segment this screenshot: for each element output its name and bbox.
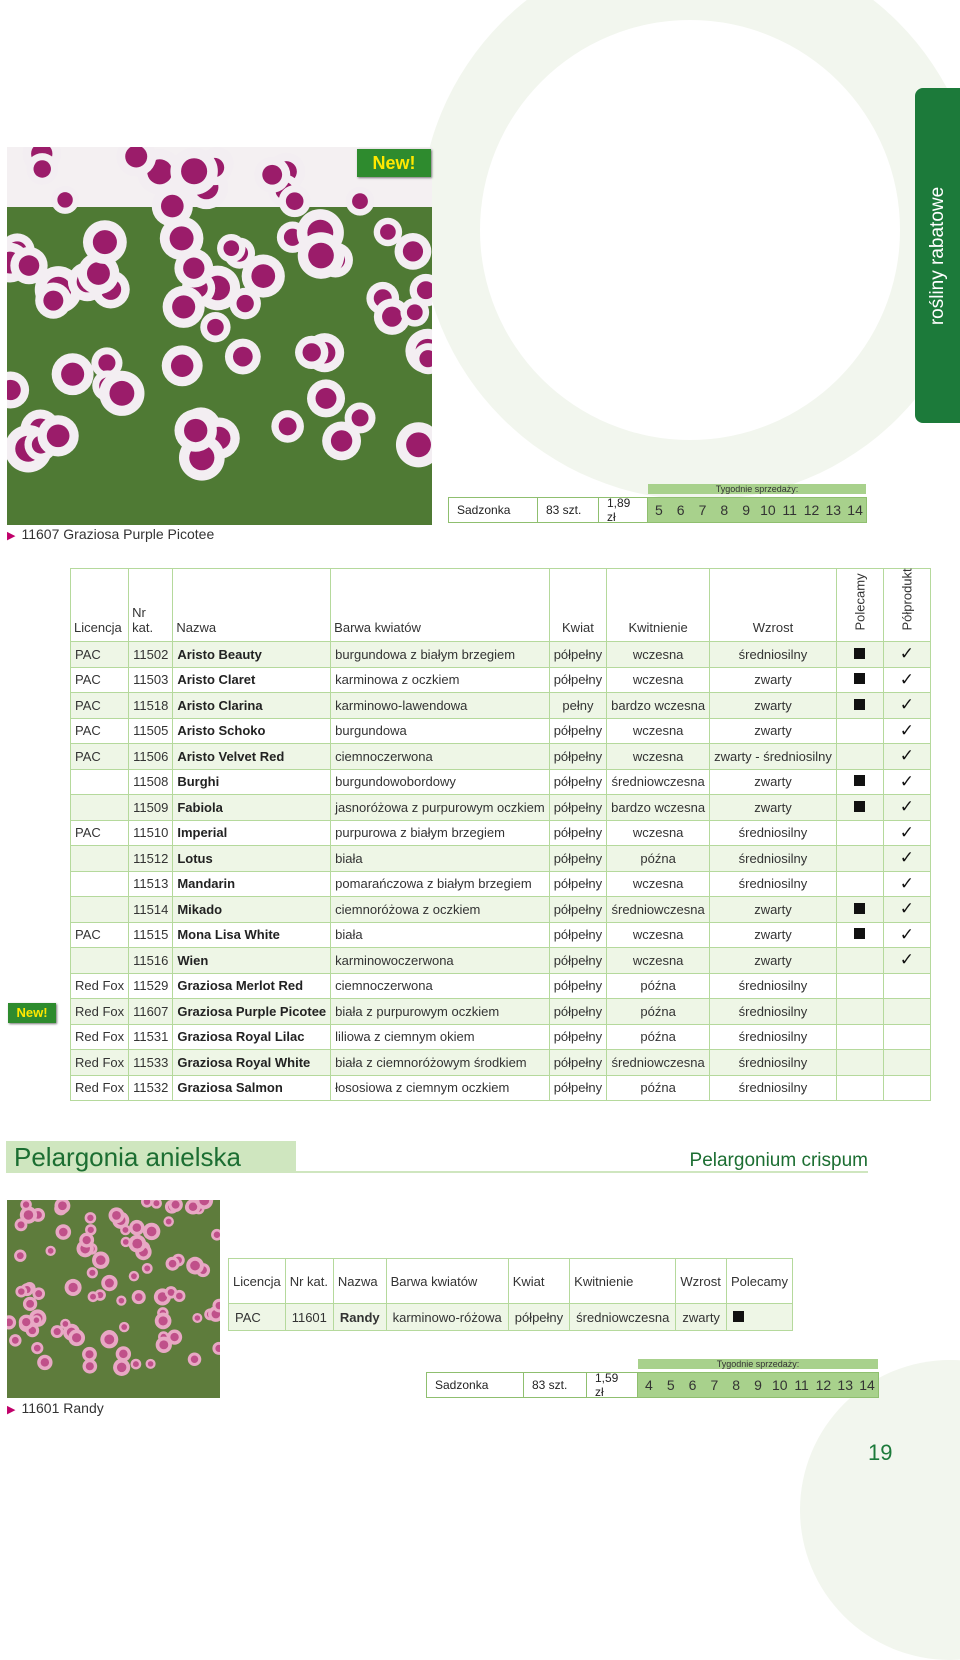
cell-licencja bbox=[71, 948, 129, 974]
photo-caption-randy bbox=[7, 1400, 104, 1416]
cell-nr: 11607 bbox=[129, 999, 173, 1025]
sale-week: 5 bbox=[666, 1377, 675, 1393]
background-arc bbox=[480, 20, 900, 440]
sale-week: 8 bbox=[720, 502, 729, 518]
cell-kwitnienie: wczesna bbox=[607, 667, 710, 693]
sale-week: 5 bbox=[655, 502, 663, 518]
cell-kwiat: półpełny bbox=[549, 718, 606, 744]
sale-week: 13 bbox=[825, 502, 842, 518]
cell-licencja: PAC bbox=[71, 744, 129, 770]
caption-name: Randy bbox=[63, 1400, 104, 1416]
cell-barwa: biała bbox=[331, 922, 550, 948]
sale-week: 10 bbox=[771, 1377, 788, 1393]
cell-wzrost: średniosilny bbox=[710, 642, 837, 668]
cell-nazwa: Graziosa Royal White bbox=[173, 1050, 331, 1076]
checkmark-icon: ✓ bbox=[899, 720, 914, 740]
page-number: 19 bbox=[868, 1440, 893, 1465]
sale-week: 8 bbox=[732, 1377, 741, 1393]
cell-polprodukt bbox=[883, 820, 930, 846]
cell-barwa: ciemnoczerwona bbox=[331, 973, 550, 999]
table-row bbox=[71, 999, 931, 1025]
table-row bbox=[71, 1024, 931, 1050]
caption-code: 11601 bbox=[21, 1400, 60, 1416]
cell-barwa: burgundowa bbox=[331, 718, 550, 744]
cell-nazwa: Graziosa Salmon bbox=[173, 1075, 331, 1101]
sale-weeks bbox=[647, 484, 867, 523]
new-badge-row: New! bbox=[8, 1003, 56, 1023]
cell-licencja: PAC bbox=[71, 693, 129, 719]
cell-wzrost: zwarty - średniosilny bbox=[710, 744, 837, 770]
checkmark-icon: ✓ bbox=[899, 669, 914, 689]
header-kwitnienie: Kwitnienie bbox=[607, 569, 710, 642]
cell-polecamy bbox=[836, 897, 883, 923]
cell-kwitnienie: średniowczesna bbox=[607, 1050, 710, 1076]
cell-polecamy bbox=[726, 1304, 792, 1331]
cell-kwiat: półpełny bbox=[549, 820, 606, 846]
cell-licencja: PAC bbox=[71, 642, 129, 668]
cell-nr: 11533 bbox=[129, 1050, 173, 1076]
cell-polprodukt bbox=[883, 1075, 930, 1101]
cell-licencja: Red Fox bbox=[71, 973, 129, 999]
cell-nazwa: Aristo Velvet Red bbox=[173, 744, 331, 770]
cell-nr: 11518 bbox=[129, 693, 173, 719]
table-row bbox=[71, 820, 931, 846]
header-polprodukt bbox=[883, 569, 930, 642]
sale-week: 6 bbox=[676, 502, 685, 518]
cell-polprodukt bbox=[883, 948, 930, 974]
cell-nr: 11510 bbox=[129, 820, 173, 846]
sale-type: Sadzonka bbox=[448, 497, 537, 523]
sale-week: 4 bbox=[645, 1377, 653, 1393]
section-side-tab bbox=[915, 88, 960, 423]
table-row bbox=[71, 948, 931, 974]
sale-week: 9 bbox=[754, 1377, 762, 1393]
recommended-square-icon bbox=[854, 801, 865, 812]
cell-polprodukt bbox=[883, 744, 930, 770]
cell-nazwa: Mikado bbox=[173, 897, 331, 923]
cell-polprodukt bbox=[883, 897, 930, 923]
header-cell: Polecamy bbox=[726, 1259, 792, 1304]
recommended-square-icon bbox=[733, 1311, 744, 1322]
cell-nazwa: Mona Lisa White bbox=[173, 922, 331, 948]
cell-kwiat: półpełny bbox=[549, 948, 606, 974]
cell-nr: 11513 bbox=[129, 871, 173, 897]
cell-kwiat: półpełny bbox=[549, 897, 606, 923]
cell-name: Randy bbox=[333, 1304, 386, 1331]
cell-nazwa: Aristo Beauty bbox=[173, 642, 331, 668]
cell-licencja: Red Fox bbox=[71, 1075, 129, 1101]
cell-kwiat: półpełny bbox=[549, 922, 606, 948]
cell-nr: 11601 bbox=[285, 1304, 333, 1331]
cell-wzrost: średniosilny bbox=[710, 973, 837, 999]
cell-licencja bbox=[71, 871, 129, 897]
header-barwa: Barwa kwiatów bbox=[331, 569, 550, 642]
cell-polecamy bbox=[836, 1050, 883, 1076]
cell-barwa: burgundowobordowy bbox=[331, 769, 550, 795]
cell-color: karminowo-różowa bbox=[386, 1304, 508, 1331]
section-latin-name: Pelargonium crispum bbox=[689, 1150, 868, 1171]
sale-week: 7 bbox=[698, 502, 707, 518]
table-row bbox=[71, 667, 931, 693]
sale-info-bar-randy bbox=[426, 1359, 879, 1399]
cell-nr: 11503 bbox=[129, 667, 173, 693]
sale-week: 14 bbox=[859, 1377, 875, 1393]
section-side-tab-label: rośliny rabatowe bbox=[926, 186, 948, 325]
checkmark-icon: ✓ bbox=[899, 797, 914, 817]
cell-licencja bbox=[71, 846, 129, 872]
cell-licencja bbox=[71, 795, 129, 821]
sale-week: 9 bbox=[742, 502, 750, 518]
randy-table bbox=[228, 1258, 793, 1331]
sale-week: 7 bbox=[710, 1377, 719, 1393]
cell-licencja: PAC bbox=[71, 667, 129, 693]
checkmark-icon: ✓ bbox=[899, 771, 914, 791]
photo-caption bbox=[7, 526, 214, 542]
cell-polprodukt bbox=[883, 642, 930, 668]
cell-polecamy bbox=[836, 667, 883, 693]
cell-polprodukt bbox=[883, 718, 930, 744]
table-row bbox=[71, 642, 931, 668]
cell-polecamy bbox=[836, 999, 883, 1025]
header-nazwa: Nazwa bbox=[173, 569, 331, 642]
cell-kwiat: półpełny bbox=[549, 1050, 606, 1076]
table-row bbox=[71, 1050, 931, 1076]
cell-nr: 11512 bbox=[129, 846, 173, 872]
cell-kwitnienie: wczesna bbox=[607, 718, 710, 744]
cell-polprodukt bbox=[883, 769, 930, 795]
cell-barwa: burgundowa z białym brzegiem bbox=[331, 642, 550, 668]
cell-wzrost: średniosilny bbox=[710, 1050, 837, 1076]
cell-nr: 11505 bbox=[129, 718, 173, 744]
sale-week: 11 bbox=[794, 1377, 809, 1393]
table-row bbox=[71, 973, 931, 999]
cell-polprodukt bbox=[883, 1050, 930, 1076]
sale-weeks-label: Tygodnie sprzedaży: bbox=[638, 1359, 878, 1369]
sale-type: Sadzonka bbox=[426, 1372, 523, 1398]
table-row bbox=[71, 744, 931, 770]
cell-wzrost: zwarty bbox=[710, 718, 837, 744]
cell-polecamy bbox=[836, 922, 883, 948]
header-cell: Kwiat bbox=[508, 1259, 569, 1304]
cell-barwa: biała z ciemnoróżowym środkiem bbox=[331, 1050, 550, 1076]
cell-polecamy bbox=[836, 1024, 883, 1050]
cell-kwitnienie: wczesna bbox=[607, 820, 710, 846]
cell-kwiat: półpełny bbox=[508, 1304, 569, 1331]
cell-kwitnienie: wczesna bbox=[607, 642, 710, 668]
cell-barwa: ciemnoróżowa z oczkiem bbox=[331, 897, 550, 923]
cell-kwitnienie: wczesna bbox=[607, 948, 710, 974]
cell-polecamy bbox=[836, 973, 883, 999]
cell-nr: 11531 bbox=[129, 1024, 173, 1050]
cell-polprodukt bbox=[883, 693, 930, 719]
recommended-square-icon bbox=[854, 699, 865, 710]
cell-licencja bbox=[71, 769, 129, 795]
cell-polecamy bbox=[836, 795, 883, 821]
checkmark-icon: ✓ bbox=[899, 924, 914, 944]
cell-wzrost: średniosilny bbox=[710, 999, 837, 1025]
header-polecamy bbox=[836, 569, 883, 642]
cell-kwitnienie: późna bbox=[607, 846, 710, 872]
variety-table bbox=[70, 568, 931, 1101]
cell-nazwa: Graziosa Merlot Red bbox=[173, 973, 331, 999]
cell-polprodukt bbox=[883, 871, 930, 897]
cell-kwitnienie: średniowczesna bbox=[607, 769, 710, 795]
cell-polprodukt bbox=[883, 973, 930, 999]
cell-polecamy bbox=[836, 642, 883, 668]
header-cell: Wzrost bbox=[676, 1259, 727, 1304]
cell-polprodukt bbox=[883, 795, 930, 821]
header-nr: Nr kat. bbox=[129, 569, 173, 642]
recommended-square-icon bbox=[854, 775, 865, 786]
table-row bbox=[71, 795, 931, 821]
sale-quantity: 83 szt. bbox=[523, 1372, 586, 1398]
cell-nazwa: Burghi bbox=[173, 769, 331, 795]
cell-nazwa: Imperial bbox=[173, 820, 331, 846]
cell-barwa: łososiowa z ciemnym oczkiem bbox=[331, 1075, 550, 1101]
cell-lic: PAC bbox=[229, 1304, 286, 1331]
product-photo-randy bbox=[7, 1200, 220, 1398]
cell-kwitnienie: średniowczesna bbox=[607, 897, 710, 923]
cell-nr: 11516 bbox=[129, 948, 173, 974]
cell-wzrost: zwarty bbox=[710, 667, 837, 693]
checkmark-icon: ✓ bbox=[899, 899, 914, 919]
cell-nr: 11506 bbox=[129, 744, 173, 770]
table-row bbox=[71, 693, 931, 719]
sale-quantity: 83 szt. bbox=[537, 497, 598, 523]
table-row bbox=[71, 718, 931, 744]
cell-barwa: jasnoróżowa z purpurowym oczkiem bbox=[331, 795, 550, 821]
cell-polecamy bbox=[836, 1075, 883, 1101]
cell-licencja: Red Fox bbox=[71, 999, 129, 1025]
cell-nr: 11532 bbox=[129, 1075, 173, 1101]
cell-polecamy bbox=[836, 693, 883, 719]
header-cell: Kwitnienie bbox=[570, 1259, 676, 1304]
cell-kw: średniowczesna bbox=[570, 1304, 676, 1331]
cell-wzrost: zwarty bbox=[710, 795, 837, 821]
checkmark-icon: ✓ bbox=[899, 873, 914, 893]
cell-polprodukt bbox=[883, 667, 930, 693]
cell-kwiat: półpełny bbox=[549, 846, 606, 872]
cell-barwa: purpurowa z białym brzegiem bbox=[331, 820, 550, 846]
recommended-square-icon bbox=[854, 903, 865, 914]
table-row bbox=[71, 871, 931, 897]
cell-kwitnienie: wczesna bbox=[607, 922, 710, 948]
section-title: Pelargonia anielska bbox=[6, 1141, 296, 1173]
cell-kwitnienie: bardzo wczesna bbox=[607, 795, 710, 821]
checkmark-icon: ✓ bbox=[899, 950, 914, 970]
sale-week: 14 bbox=[847, 502, 863, 518]
cell-polecamy bbox=[836, 871, 883, 897]
header-polecamy-label: Polecamy bbox=[852, 573, 868, 631]
cell-barwa: liliowa z ciemnym okiem bbox=[331, 1024, 550, 1050]
recommended-square-icon bbox=[854, 673, 865, 684]
sale-weeks-label: Tygodnie sprzedaży: bbox=[648, 484, 866, 494]
cell-kwitnienie: późna bbox=[607, 1075, 710, 1101]
header-cell: Licencja bbox=[229, 1259, 286, 1304]
cell-barwa: pomarańczowa z białym brzegiem bbox=[331, 871, 550, 897]
cell-nazwa: Graziosa Purple Picotee bbox=[173, 999, 331, 1025]
sale-week: 10 bbox=[760, 502, 776, 518]
checkmark-icon: ✓ bbox=[899, 746, 914, 766]
caption-arrow-icon: ▶ bbox=[7, 530, 16, 542]
cell-kwiat: pełny bbox=[549, 693, 606, 719]
new-badge: New! bbox=[357, 149, 431, 177]
cell-kwiat: półpełny bbox=[549, 1024, 606, 1050]
cell-barwa: karminowo-lawendowa bbox=[331, 693, 550, 719]
product-photo-graziosa-purple-picotee bbox=[7, 147, 432, 525]
header-cell: Nazwa bbox=[333, 1259, 386, 1304]
cell-polecamy bbox=[836, 744, 883, 770]
cell-nazwa: Graziosa Royal Lilac bbox=[173, 1024, 331, 1050]
cell-nr: 11509 bbox=[129, 795, 173, 821]
cell-barwa: ciemnoczerwona bbox=[331, 744, 550, 770]
cell-licencja: Red Fox bbox=[71, 1050, 129, 1076]
sale-week: 11 bbox=[782, 502, 797, 518]
recommended-square-icon bbox=[854, 648, 865, 659]
header-licencja: Licencja bbox=[71, 569, 129, 642]
header-polprodukt-label: Półprodukt bbox=[899, 568, 915, 631]
cell-polecamy bbox=[836, 820, 883, 846]
cell-wzrost: zwarty bbox=[710, 948, 837, 974]
recommended-square-icon bbox=[854, 928, 865, 939]
cell-kwiat: półpełny bbox=[549, 871, 606, 897]
table-row bbox=[71, 769, 931, 795]
cell-wzrost: zwarty bbox=[710, 897, 837, 923]
header-wzrost: Wzrost bbox=[710, 569, 837, 642]
cell-licencja bbox=[71, 897, 129, 923]
cell-nazwa: Wien bbox=[173, 948, 331, 974]
cell-polprodukt bbox=[883, 846, 930, 872]
cell-barwa: karminowa z oczkiem bbox=[331, 667, 550, 693]
cell-wz: zwarty bbox=[676, 1304, 727, 1331]
cell-nr: 11515 bbox=[129, 922, 173, 948]
cell-licencja: PAC bbox=[71, 718, 129, 744]
cell-kwiat: półpełny bbox=[549, 973, 606, 999]
checkmark-icon: ✓ bbox=[899, 695, 914, 715]
cell-barwa: biała z purpurowym oczkiem bbox=[331, 999, 550, 1025]
cell-kwiat: półpełny bbox=[549, 667, 606, 693]
sale-weeks bbox=[637, 1359, 879, 1398]
cell-wzrost: średniosilny bbox=[710, 846, 837, 872]
table-row bbox=[71, 897, 931, 923]
checkmark-icon: ✓ bbox=[899, 848, 914, 868]
cell-nazwa: Lotus bbox=[173, 846, 331, 872]
cell-wzrost: średniosilny bbox=[710, 820, 837, 846]
cell-wzrost: zwarty bbox=[710, 693, 837, 719]
table-row bbox=[71, 846, 931, 872]
header-kwiat: Kwiat bbox=[549, 569, 606, 642]
cell-polprodukt bbox=[883, 922, 930, 948]
cell-barwa: biała bbox=[331, 846, 550, 872]
cell-kwiat: półpełny bbox=[549, 744, 606, 770]
background-arc-bottom bbox=[800, 1360, 960, 1660]
table-row bbox=[71, 922, 931, 948]
sale-week: 12 bbox=[803, 502, 820, 518]
cell-polprodukt bbox=[883, 1024, 930, 1050]
cell-kwiat: półpełny bbox=[549, 795, 606, 821]
cell-wzrost: średniosilny bbox=[710, 1075, 837, 1101]
table-row bbox=[71, 1075, 931, 1101]
cell-polprodukt bbox=[883, 999, 930, 1025]
cell-nazwa: Aristo Claret bbox=[173, 667, 331, 693]
sale-info-bar bbox=[448, 484, 867, 524]
cell-polecamy bbox=[836, 948, 883, 974]
cell-polecamy bbox=[836, 769, 883, 795]
checkmark-icon: ✓ bbox=[899, 644, 914, 664]
sale-week: 6 bbox=[688, 1377, 697, 1393]
cell-wzrost: średniosilny bbox=[710, 1024, 837, 1050]
cell-nazwa: Aristo Clarina bbox=[173, 693, 331, 719]
cell-nazwa: Fabiola bbox=[173, 795, 331, 821]
cell-nazwa: Mandarin bbox=[173, 871, 331, 897]
cell-kwitnienie: późna bbox=[607, 973, 710, 999]
cell-nr: 11502 bbox=[129, 642, 173, 668]
cell-polecamy bbox=[836, 846, 883, 872]
header-cell: Nr kat. bbox=[285, 1259, 333, 1304]
cell-kwiat: półpełny bbox=[549, 1075, 606, 1101]
cell-kwitnienie: wczesna bbox=[607, 871, 710, 897]
cell-kwiat: półpełny bbox=[549, 999, 606, 1025]
cell-nazwa: Aristo Schoko bbox=[173, 718, 331, 744]
cell-nr: 11529 bbox=[129, 973, 173, 999]
header-cell: Barwa kwiatów bbox=[386, 1259, 508, 1304]
cell-kwiat: półpełny bbox=[549, 769, 606, 795]
sale-price: 1,59 zł bbox=[586, 1372, 637, 1398]
caption-name: Graziosa Purple Picotee bbox=[63, 526, 215, 542]
sale-week: 12 bbox=[815, 1377, 832, 1393]
cell-nr: 11508 bbox=[129, 769, 173, 795]
cell-nr: 11514 bbox=[129, 897, 173, 923]
cell-barwa: karminowoczerwona bbox=[331, 948, 550, 974]
cell-kwiat: półpełny bbox=[549, 642, 606, 668]
cell-wzrost: średniosilny bbox=[710, 871, 837, 897]
checkmark-icon: ✓ bbox=[899, 822, 914, 842]
cell-polecamy bbox=[836, 718, 883, 744]
cell-kwitnienie: wczesna bbox=[607, 744, 710, 770]
caption-code: 11607 bbox=[21, 526, 60, 542]
cell-licencja: PAC bbox=[71, 820, 129, 846]
sale-price: 1,89 zł bbox=[598, 497, 647, 523]
sale-week: 13 bbox=[837, 1377, 853, 1393]
cell-licencja: Red Fox bbox=[71, 1024, 129, 1050]
cell-kwitnienie: bardzo wczesna bbox=[607, 693, 710, 719]
cell-licencja: PAC bbox=[71, 922, 129, 948]
cell-wzrost: zwarty bbox=[710, 922, 837, 948]
table-row bbox=[229, 1304, 793, 1331]
cell-kwitnienie: późna bbox=[607, 999, 710, 1025]
caption-arrow-icon: ▶ bbox=[7, 1404, 16, 1416]
cell-wzrost: zwarty bbox=[710, 769, 837, 795]
cell-kwitnienie: późna bbox=[607, 1024, 710, 1050]
